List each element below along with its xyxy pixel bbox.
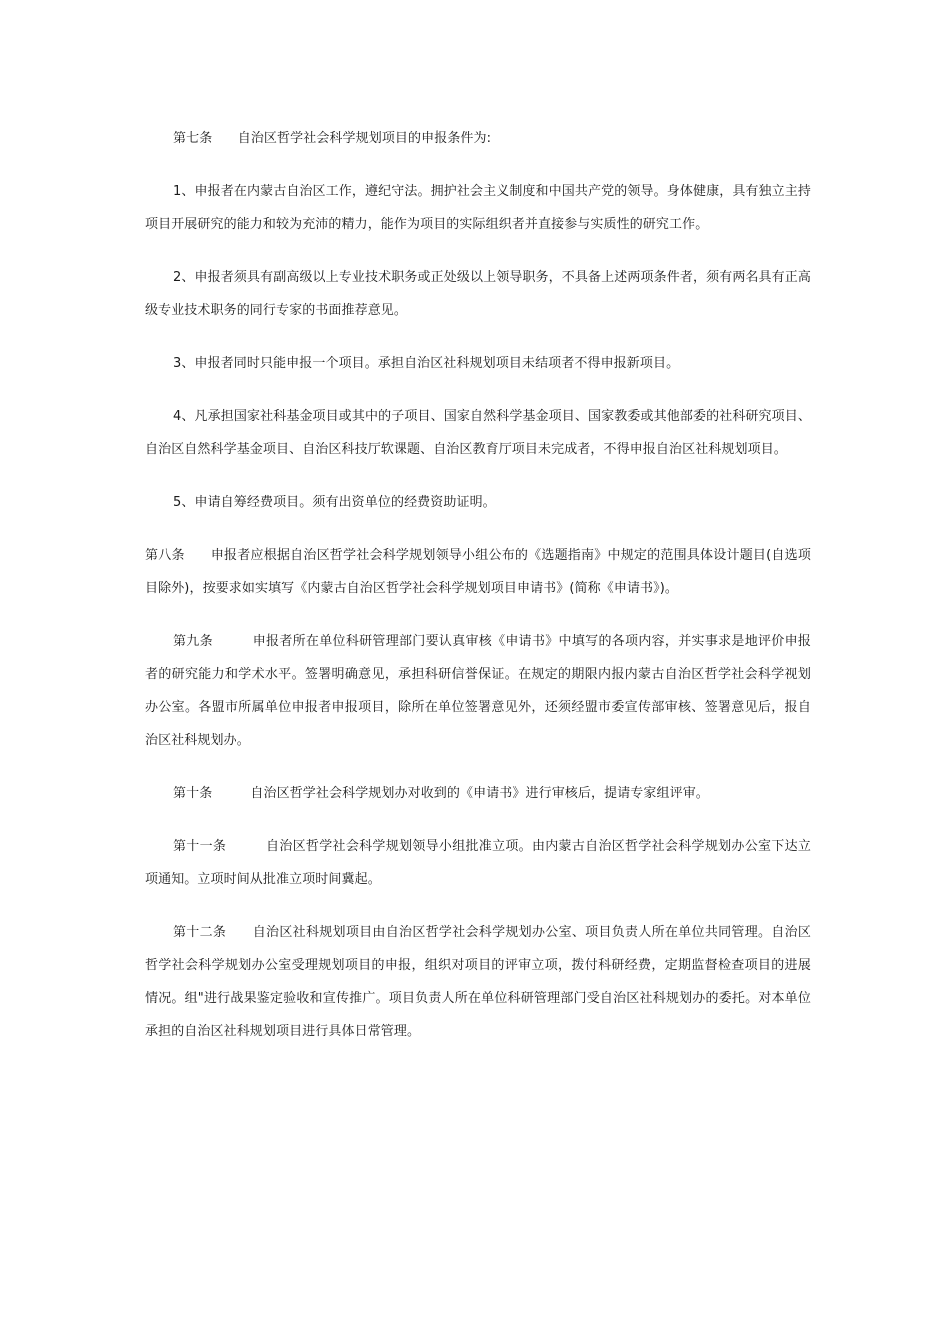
heading-gap <box>212 131 237 146</box>
article-heading: 第七条 <box>173 131 213 146</box>
condition-text: 2、申报者须具有副高级以上专业技术职务或正处级以上领导职务，不具备上述两项条件者，须有两名具有正高级专业技术职务的同行专家的书面推荐意见。 <box>145 270 811 318</box>
condition-1 <box>145 175 811 241</box>
condition-text: 3、申报者同时只能申报一个项目。承担自治区社科规划项目未结项者不得申报新项目。 <box>173 356 680 371</box>
article-9 <box>145 625 811 757</box>
document-body <box>145 122 811 1068</box>
condition-2 <box>145 261 811 327</box>
article-text: 自治区哲学社会科学规划办对收到的《申请书》进行审核后，提请专家组评审。 <box>250 786 709 801</box>
article-text: 自治区哲学社会科学规划项目的申报条件为: <box>237 131 492 146</box>
article-7 <box>145 122 811 155</box>
article-heading: 第八条 <box>145 548 185 563</box>
article-text: 自治区社科规划项目由自治区哲学社会科学规划办公室、项目负责人所在单位共同管理。自治区哲学社会科学规划办公室受理规划项目的申报，组织对项目的评审立项，拨付科研经费，定期监督检查项目的进展情况。组"进行战果鉴定验收和宣传推广。项目负责人所在单位科研管理部门受自治区社科规划办的委托。对本单位承担的自治区社科规划项目进行具体日常管理。 <box>145 925 811 1039</box>
article-11 <box>145 830 811 896</box>
article-heading: 第十一条 <box>173 839 227 854</box>
article-text: 申报者所在单位科研管理部门要认真审核《申请书》中填写的各项内容，并实事求是地评价申报者的研究能力和学术水平。签署明确意见，承担科研信誉保证。在规定的期限内报内蒙古自治区哲学社会科学视划办公室。各盟市所属单位申报者申报项目，除所在单位签署意见外，还须经盟市委宣传部审核、签署意见后，报自治区社科规划办。 <box>145 634 811 748</box>
article-heading: 第十条 <box>173 786 213 801</box>
condition-4 <box>145 400 811 466</box>
heading-gap <box>212 786 250 801</box>
article-heading: 第九条 <box>173 634 213 649</box>
condition-text: 5、申请自筹经费项目。须有出资单位的经费资助证明。 <box>173 495 496 510</box>
heading-gap <box>213 634 253 649</box>
article-12 <box>145 916 811 1048</box>
heading-gap <box>226 839 266 854</box>
article-8 <box>145 539 811 605</box>
article-heading: 第十二条 <box>173 925 227 940</box>
article-text: 自治区哲学社会科学规划领导小组批准立项。由内蒙古自治区哲学社会科学规划办公室下达立项通知。立项时间从批准立项时间冀起。 <box>145 839 811 887</box>
heading-gap <box>185 548 211 563</box>
condition-3 <box>145 347 811 380</box>
article-10 <box>145 777 811 810</box>
condition-text: 4、凡承担国家社科基金项目或其中的子项目、国家自然科学基金项目、国家教委或其他部委的社科研究项目、自治区自然科学基金项目、自治区科技厅软课题、自治区教育厅项目未完成者，不得申报自治区社科规划项目。 <box>145 409 811 457</box>
condition-text: 1、申报者在内蒙古自治区工作，遵纪守法。拥护社会主义制度和中国共产党的领导。身体健康，具有独立主持项目开展研究的能力和较为充沛的精力，能作为项目的实际组织者并直接参与实质性的研究工作。 <box>145 184 811 232</box>
heading-gap <box>226 925 253 940</box>
article-text: 申报者应根据自治区哲学社会科学规划领导小组公布的《选题指南》中规定的范围具体设计题目(自选项目除外)，按要求如实填写《内蒙古自治区哲学社会科学规划项目申请书》(简称《申请书》)。 <box>145 548 811 596</box>
condition-5 <box>145 486 811 519</box>
